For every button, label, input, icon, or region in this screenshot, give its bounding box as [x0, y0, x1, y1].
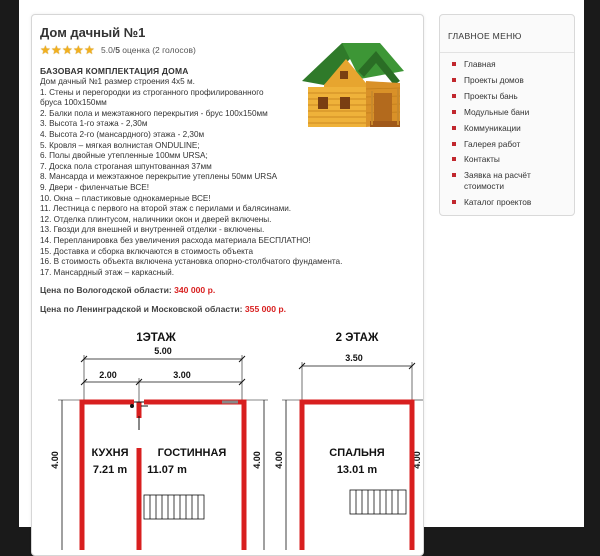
menu-item-label: Заявка на расчёт стоимости [464, 170, 531, 191]
spec-line: 10. Окна – пластиковые однокамерные ВСЕ! [40, 193, 211, 203]
bullet-icon [452, 62, 456, 66]
spec-line: 11. Лестница с первого на второй этаж с перилами и балясинами. [40, 204, 292, 214]
spec-line: 9. Двери - филенчатые ВСЕ! [40, 182, 149, 192]
spec-line: 3. Высота 1-го этажа - 2,30м [40, 119, 148, 129]
menu-item-cost-request[interactable] [452, 170, 570, 191]
price-vologda-value: 340 000 р. [174, 285, 216, 295]
spec-line: 17. Мансардный этаж – каркасный. [40, 267, 175, 277]
spec-list [40, 77, 370, 278]
rating-votes: 2 голосов [155, 45, 193, 55]
plan2-walls [302, 402, 412, 550]
price-vologda [40, 285, 215, 295]
spec-line: 4. Высота 2-го (мансардного) этажа - 2,30м [40, 129, 205, 139]
plan1-dim-side-left: 4.00 [50, 451, 60, 469]
star-icon[interactable]: ★ [62, 43, 73, 57]
menu-item-label: Каталог проектов [464, 196, 532, 207]
rating-stars[interactable] [40, 44, 95, 56]
menu-item-gallery[interactable] [452, 139, 570, 149]
spec-line: бруса 100х150мм [40, 98, 107, 108]
menu-item-contacts[interactable] [452, 154, 570, 164]
price-leningrad-label: Цена по Ленинградской и Московской области: [40, 304, 243, 314]
spec-line: 15. Доставка и сборка включаются в стоимость объекта [40, 246, 254, 256]
star-icon[interactable]: ★ [73, 43, 84, 57]
bullet-icon [452, 173, 456, 177]
section-heading: БАЗОВАЯ КОМПЛЕКТАЦИЯ ДОМА [40, 66, 189, 76]
rating [40, 44, 196, 56]
menu-item-modular-baths[interactable] [452, 107, 570, 117]
main-content [31, 14, 424, 556]
bullet-icon [452, 200, 456, 204]
room-bedroom-area: 13.01 m [336, 464, 378, 476]
menu-item-label: Галерея работ [464, 138, 521, 149]
plan2-dim-total: 3.50 [345, 353, 363, 363]
menu-item-bath-projects[interactable] [452, 91, 570, 101]
plan1-dim-total: 5.00 [154, 346, 172, 356]
spec-line: 8. Мансарда и межэтажное перекрытие утеплены 50мм URSA [40, 172, 278, 182]
plan1-dim-right: 3.00 [173, 370, 191, 380]
bullet-icon [452, 142, 456, 146]
bullet-icon [452, 78, 456, 82]
spec-line: 1. Стены и перегородки из строганного профилированного [40, 87, 264, 97]
plan1-dim-side-right: 4.00 [252, 451, 262, 469]
plan1-dim-left: 2.00 [99, 370, 117, 380]
floor-plans [32, 320, 423, 550]
menu-item-home[interactable] [452, 59, 570, 69]
menu-item-label: Контакты [464, 154, 500, 165]
plan2-dim-side-left: 4.00 [274, 451, 284, 469]
plan2-stairs [350, 490, 406, 514]
room-kitchen-area: 7.21 m [92, 464, 128, 476]
room-kitchen-name: КУХНЯ [91, 447, 129, 459]
spec-line: 13. Гвозди для внешней и внутренней отделки - включены. [40, 225, 265, 235]
menu-item-label: Главная [464, 59, 496, 69]
rating-max: 5 [115, 45, 120, 55]
spec-line: 14. Перепланировка без увеличения расхода материала БЕСПЛАТНО! [40, 235, 311, 245]
menu-item-house-projects[interactable] [452, 75, 570, 85]
spec-line: 16. В стоимость объекта включена установка опорно-столбчатого фундамента. [40, 257, 343, 267]
price-leningrad-moscow [40, 304, 286, 314]
spec-line: 6. Полы двойные утепленные 100мм URSA; [40, 151, 208, 161]
menu-item-label: Проекты домов [464, 74, 524, 85]
bullet-icon [452, 157, 456, 161]
spec-line: 5. Кровля – мягкая волнистая ONDULINE; [40, 140, 200, 150]
spec-line: 7. Доска пола строганая шпунтованная 37мм [40, 161, 212, 171]
bullet-icon [452, 94, 456, 98]
menu-item-label: Коммуникации [464, 122, 521, 133]
menu-item-catalog[interactable] [452, 197, 570, 207]
main-menu [452, 59, 570, 213]
plan1-title: 1ЭТАЖ [136, 332, 176, 344]
spec-line: 2. Балки пола и межэтажного перекрытия - брус 100х150мм [40, 108, 268, 118]
spec-line: Дом дачный №1 размер строения 4х5 м. [40, 77, 195, 86]
page-title: Дом дачный №1 [40, 25, 146, 40]
bullet-icon [452, 126, 456, 130]
menu-item-label: Проекты бань [464, 90, 518, 101]
plan2-title: 2 ЭТАЖ [335, 332, 379, 344]
rating-text: 5.0/5 оценка (2 голосов) [101, 45, 196, 55]
star-icon[interactable]: ★ [51, 43, 62, 57]
plan1-stairs [144, 495, 204, 519]
price-vologda-label: Цена по Вологодской области: [40, 285, 172, 295]
menu-item-label: Модульные бани [464, 106, 530, 117]
plan2-dim-side-right: 4.00 [412, 451, 422, 469]
star-icon[interactable]: ★ [40, 43, 51, 57]
room-bedroom-name: СПАЛЬНЯ [329, 447, 385, 459]
plan1-walls [82, 402, 244, 550]
rating-score: 5.0 [101, 45, 113, 55]
bullet-icon [452, 110, 456, 114]
star-icon[interactable]: ★ [84, 43, 95, 57]
price-leningrad-value: 355 000 р. [244, 304, 286, 314]
sidebar-title: ГЛАВНОЕ МЕНЮ [448, 31, 522, 41]
room-living-area: 11.07 m [147, 464, 187, 476]
room-living-name: ГОСТИННАЯ [157, 447, 227, 459]
sidebar-menu [439, 14, 575, 216]
sidebar-divider [440, 52, 574, 53]
spec-line: 12. Отделка плинтусом, наличники окон и дверей включены. [40, 214, 272, 224]
menu-item-utilities[interactable] [452, 123, 570, 133]
